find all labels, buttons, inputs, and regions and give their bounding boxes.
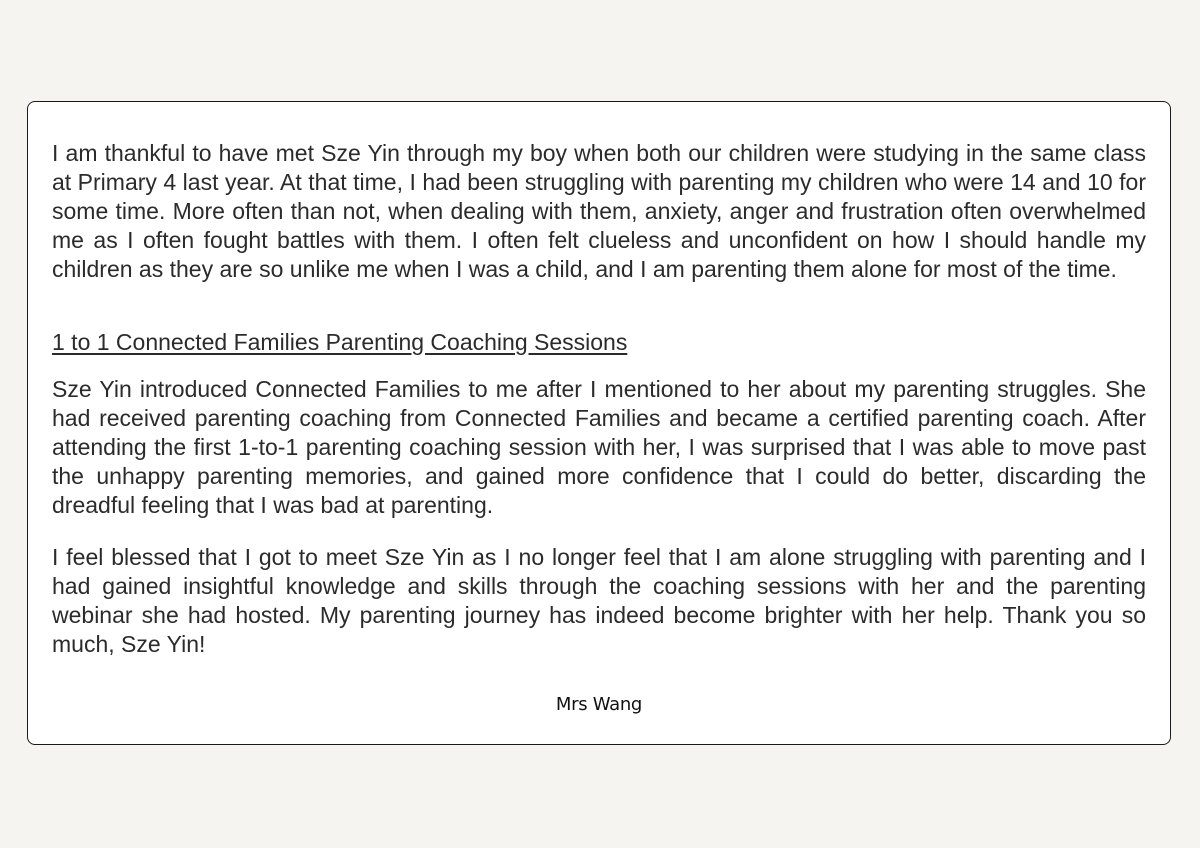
- testimonial-author: Mrs Wang: [555, 694, 643, 715]
- testimonial-paragraph-3: I feel blessed that I got to meet Sze Yin as I no longer feel that I am alone struggling with parenting and I had gained insightful knowledge and skills through the coaching sessions with her and the parenting webinar she had hosted. My parenting journey has indeed become brighter with her help. Thank you so much, Sze Yin!: [52, 544, 1146, 657]
- testimonial-paragraph-2: Sze Yin introduced Connected Families to me after I mentioned to her about my parenting struggles. She had received parenting coaching from Connected Families and became a certified parenting coach. After attending the first 1-to-1 parenting coaching session with her, I was surprised that I was able to move past the unhappy parenting memories, and gained more confidence that I could do better, discarding the dreadful feeling that I was bad at parenting.: [52, 376, 1146, 518]
- testimonial-card: [27, 101, 1171, 745]
- testimonial-paragraph-1: I am thankful to have met Sze Yin through my boy when both our children were studying in the same class at Primary 4 last year. At that time, I had been struggling with parenting my children who were 14 and 10 for some time. More often than not, when dealing with them, anxiety, anger and frustration often overwhelmed me as I often fought battles with them. I often felt clueless and unconfident on how I should handle my children as they are so unlike me when I was a child, and I am parenting them alone for most of the time.: [52, 140, 1146, 282]
- section-heading: 1 to 1 Connected Families Parenting Coaching Sessions: [52, 329, 628, 355]
